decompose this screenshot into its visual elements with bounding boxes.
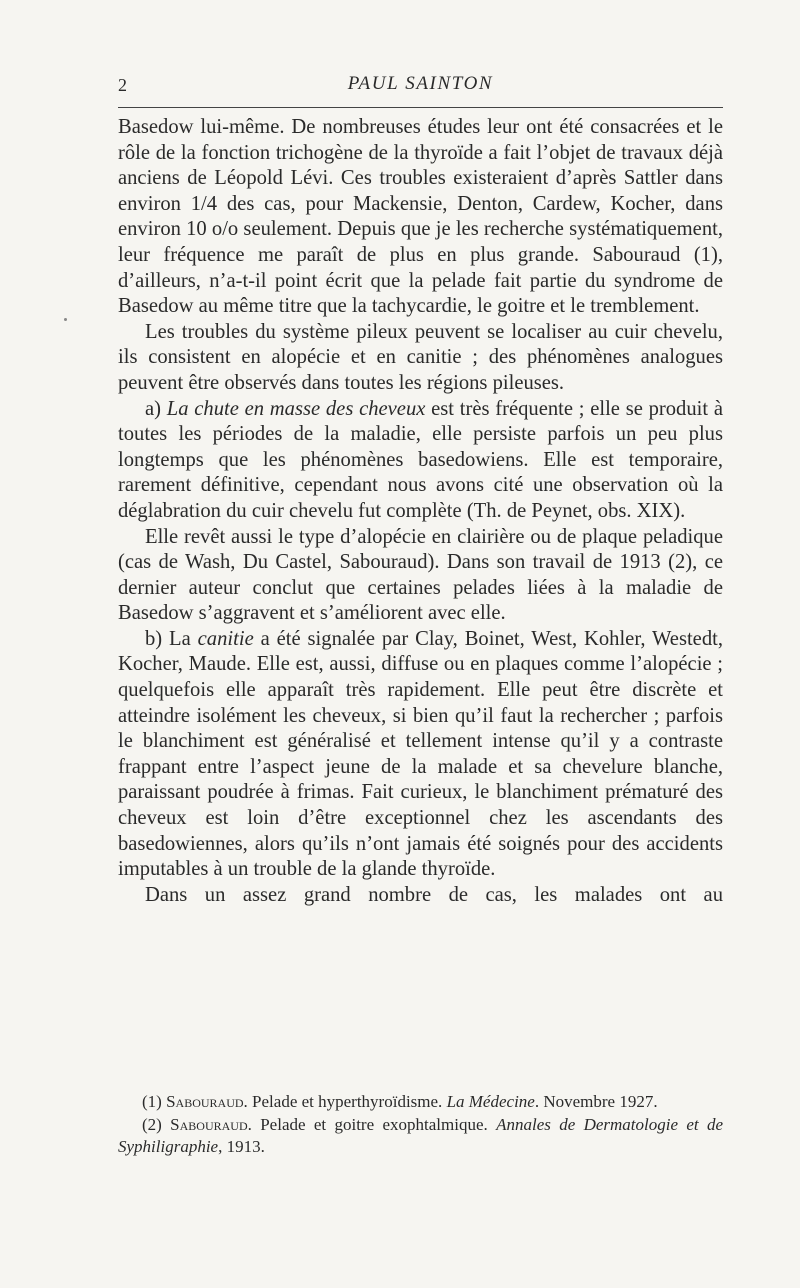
paragraph-4: Elle revêt aussi le type d’alopécie en clairière ou de plaque peladique (cas de Wash, Du Castel, Sabouraud). Dans son travail de 1913 (2), ce dernier auteur conclut que certaines pelades liées à la maladie de Basedow s’aggravent et s’améliorent avec elle.: [118, 525, 723, 625]
footnote-2: [118, 1114, 723, 1159]
page-header: [118, 72, 723, 102]
paragraph-6: Dans un assez grand nombre de cas, les malades ont au: [145, 883, 723, 906]
footnote-1-text: . Pelade et hyperthyroïdisme.: [243, 1092, 447, 1111]
margin-speck: [64, 318, 67, 321]
footnote-1-journal: La Médecine: [446, 1092, 535, 1111]
footnote-1-end: . Novembre 1927.: [534, 1092, 658, 1111]
footnote-2-author: Sabouraud: [170, 1114, 248, 1134]
footnotes: [118, 1091, 723, 1159]
paragraph-5-rest: a été signalée par Clay, Boinet, West, Kohler, Westedt, Kocher, Maude. Elle est, aussi, diffuse ou en plaques comme l’alopécie ; quelquefois elle apparaît très rapidement. Elle peut être discrète et atteindre isolément les cheveux, si bien qu’il faut la rechercher ; parfois le blanchiment est généralisé et tellement intense qu’il y a contraste frappant entre l’aspect jeune de la malade et sa chevelure blanche, paraissant poudrée à frimas. Fait curieux, le blanchiment prématuré des cheveux est loin d’être exceptionnel chez les ascendants des basedowiennes, alors qu’ils n’ont jamais été soignés pour des accidents imputables à un trouble de la glande thyroïde.: [118, 627, 723, 881]
paragraph-3: [118, 397, 723, 525]
header-rule: [118, 107, 723, 108]
paragraph-5-emphasis: canitie: [197, 627, 254, 650]
paragraph-2: Les troubles du système pileux peuvent se localiser au cuir chevelu, ils consistent en alopécie et en canitie ; des phénomènes analogues peuvent être observés dans toutes les régions pileuses.: [118, 320, 723, 394]
footnote-1: [118, 1091, 723, 1114]
footnote-1-mark: (1): [142, 1092, 167, 1111]
page-number: 2: [118, 75, 127, 95]
paragraph-3-prefix: a): [145, 397, 167, 420]
footnote-2-end: , 1913.: [218, 1137, 265, 1156]
paragraph-1: Basedow lui-même. De nombreuses études leur ont été consacrées et le rôle de la fonction trichogène de la thyroïde a fait l’objet de travaux déjà anciens de Léopold Lévi. Ces troubles existeraient d’après Sattler dans environ 1/4 des cas, pour Mackensie, Denton, Cardew, Kocher, dans environ 10 o/o seulement. Depuis que je les recherche systématiquement, leur fréquence me paraît de plus en plus grande. Sabouraud (1), d’ailleurs, n’a-t-il point écrit que la pelade fait partie du syndrome de Basedow au même titre que la tachycardie, le goitre et le tremblement.: [118, 116, 723, 318]
footnote-1-author: Sabouraud: [166, 1092, 244, 1111]
running-title: PAUL SAINTON: [347, 73, 494, 94]
paragraph-5: [118, 627, 723, 883]
footnote-2-text: . Pelade et goitre exophtalmique.: [247, 1114, 497, 1134]
paragraph-5-prefix: b) La: [145, 627, 198, 650]
body-text: [118, 115, 723, 908]
footnote-2-journal: Annales de Dermatologie et de Syphiligraphie: [118, 1114, 724, 1156]
paragraph-3-emphasis: La chute en masse des cheveux: [166, 397, 426, 420]
paragraph-3-rest: est très fréquente ; elle se produit à toutes les périodes de la maladie, elle persiste parfois un peu plus longtemps que les phénomènes basedowiens. Elle est temporaire, rarement définitive, cependant nous avons cité une observation où la déglabration du cuir chevelu fut complète (Th. de Peynet, obs. XIX).: [118, 397, 723, 522]
footnote-2-mark: (2): [142, 1114, 171, 1134]
